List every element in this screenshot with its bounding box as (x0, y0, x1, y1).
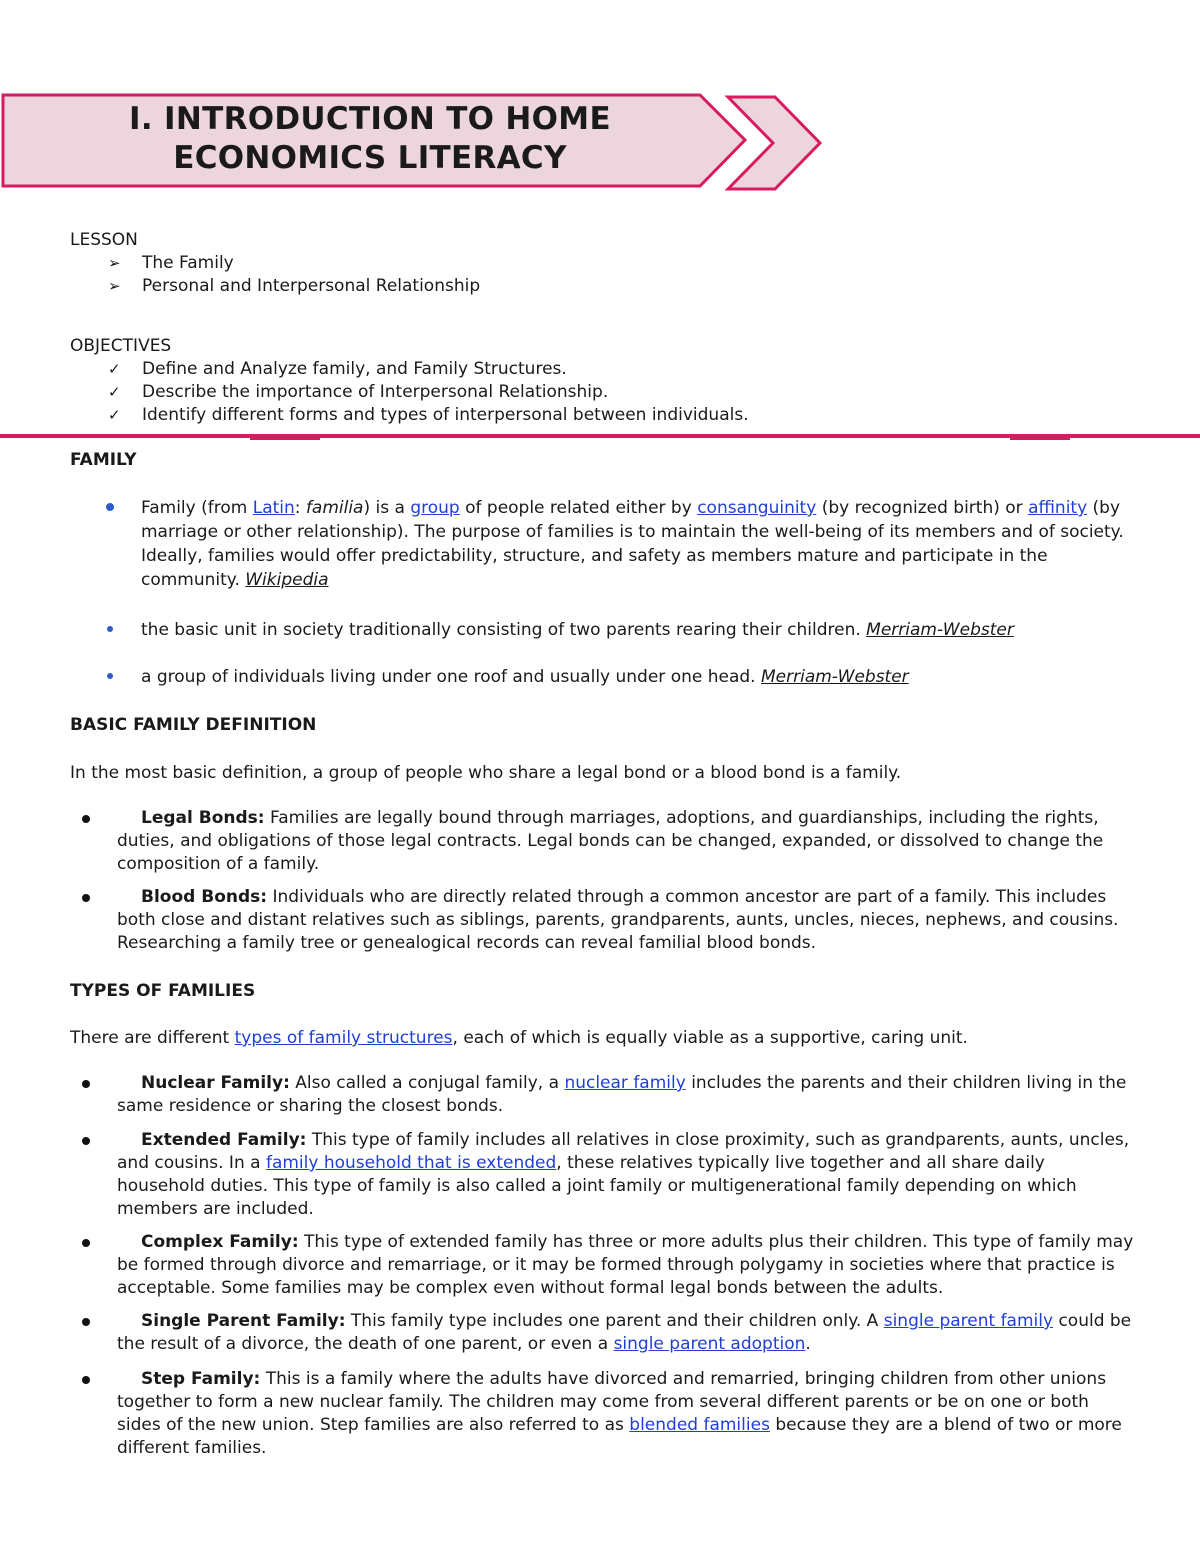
nuclear-family-link[interactable]: nuclear family (564, 1073, 686, 1093)
nuclear-family-item: Nuclear Family: Also called a conjugal family, a nuclear family includes the parents and their children living in the same residence or sharing the closest bonds. (117, 1073, 1127, 1116)
bullet-icon (82, 1239, 90, 1247)
single-parent-adoption-link[interactable]: single parent adoption (613, 1334, 806, 1354)
family-definition-2: the basic unit in society traditionally consisting of two parents rearing their children. Merriam-Webster (141, 620, 1014, 640)
types-intro: There are different types of family structures, each of which is equally viable as a supportive, caring unit. (70, 1028, 968, 1048)
bullet-icon (82, 1376, 90, 1384)
arrow-bullet-icon: ➢ (108, 277, 121, 295)
objective-item: ✓ Define and Analyze family, and Family Structures. (108, 359, 567, 379)
single-parent-family-item: Single Parent Family: This family type includes one parent and their children only. A single parent family could be the result of a divorce, the death of one parent, or even a single parent adoption. (117, 1311, 1132, 1354)
objective-item: ✓ Identify different forms and types of interpersonal between individuals. (108, 405, 749, 425)
bullet-icon (82, 1318, 90, 1326)
bullet-icon (107, 673, 113, 679)
checkmark-icon: ✓ (108, 360, 121, 378)
checkmark-icon: ✓ (108, 406, 121, 424)
single-parent-family-link[interactable]: single parent family (883, 1311, 1054, 1331)
basic-definition-heading: BASIC FAMILY DEFINITION (70, 715, 317, 735)
merriam-webster-citation[interactable]: Merriam-Webster (866, 620, 1014, 640)
bullet-icon (82, 1137, 90, 1145)
complex-family-item: Complex Family: This type of extended family has three or more adults plus their children. This type of family may be formed through divorce and remarriage, or it may be formed through polygamy in societies where that practice is acceptable. Some families may be complex even without formal legal bonds between the adults. (117, 1232, 1134, 1298)
lesson-item: ➢ The Family (108, 253, 234, 273)
legal-bonds-item: Legal Bonds: Families are legally bound through marriages, adoptions, and guardianships, including the rights, duties, and obligations of those legal contracts. Legal bonds can be changed, expanded, or dissolved to change the composition of a family. (117, 808, 1104, 874)
affinity-link[interactable]: affinity (1028, 498, 1088, 518)
objectives-label: OBJECTIVES (70, 336, 172, 356)
lesson-label: LESSON (70, 230, 138, 250)
divider-accent (250, 438, 320, 440)
objective-item: ✓ Describe the importance of Interpersonal Relationship. (108, 382, 609, 402)
family-definition-3: a group of individuals living under one roof and usually under one head. Merriam-Webster (141, 667, 909, 687)
lesson-item: ➢ Personal and Interpersonal Relationship (108, 276, 481, 296)
bullet-icon (106, 503, 114, 511)
divider-accent (1010, 438, 1070, 440)
arrow-bullet-icon: ➢ (108, 254, 121, 272)
family-heading: FAMILY (70, 450, 137, 470)
bullet-icon (82, 894, 90, 902)
page-title-line2: ECONOMICS LITERACY (173, 140, 567, 176)
objectives-list (108, 358, 749, 427)
extended-household-link[interactable]: family household that is extended (265, 1153, 557, 1173)
blood-bonds-item: Blood Bonds: Individuals who are directly related through a common ancestor are part of a family. This includes both close and distant relatives such as siblings, parents, grandparents, aunts, uncles, nieces, nephews, and cousins. Researching a family tree or genealogical records can reveal familial blood bonds. (117, 887, 1119, 953)
bullet-icon (107, 626, 113, 632)
lesson-list (108, 252, 480, 298)
group-link[interactable]: group (410, 498, 460, 518)
checkmark-icon: ✓ (108, 383, 121, 401)
page-title (100, 100, 640, 178)
bullet-icon (82, 1080, 90, 1088)
bullet-icon (82, 815, 90, 823)
types-of-family-structures-link[interactable]: types of family structures (234, 1028, 453, 1048)
extended-family-item: Extended Family: This type of family includes all relatives in close proximity, such as grandparents, aunts, uncles, and cousins. In a family household that is extended, these relatives typically live together and all share daily household duties. This type of family is also called a joint family or multigenerational family depending on which members are included. (117, 1130, 1130, 1219)
merriam-webster-citation[interactable]: Merriam-Webster (761, 667, 909, 687)
page-title-line1: I. INTRODUCTION TO HOME (129, 101, 611, 137)
wikipedia-citation[interactable]: Wikipedia (245, 570, 329, 590)
consanguinity-link[interactable]: consanguinity (697, 498, 817, 518)
family-definition-1: Family (from Latin: familia) is a group of people related either by consanguinity (by recognized birth) or affinity (by marriage or other relationship). The purpose of families is to maintain the well-being of its members and of society. Ideally, families would offer predictability, structure, and safety as members mature and participate in the community. Wikipedia (141, 498, 1124, 590)
blended-families-link[interactable]: blended families (629, 1415, 770, 1435)
basic-definition-intro: In the most basic definition, a group of people who share a legal bond or a blood bond is a family. (70, 763, 902, 783)
latin-link[interactable]: Latin (252, 498, 295, 518)
step-family-item: Step Family: This is a family where the adults have divorced and remarried, bringing children from other unions together to form a new nuclear family. The children may come from several different parents or be on one or both sides of the new union. Step families are also referred to as blended families because they are a blend of two or more different families. (117, 1369, 1122, 1458)
types-heading: TYPES OF FAMILIES (70, 981, 256, 1001)
